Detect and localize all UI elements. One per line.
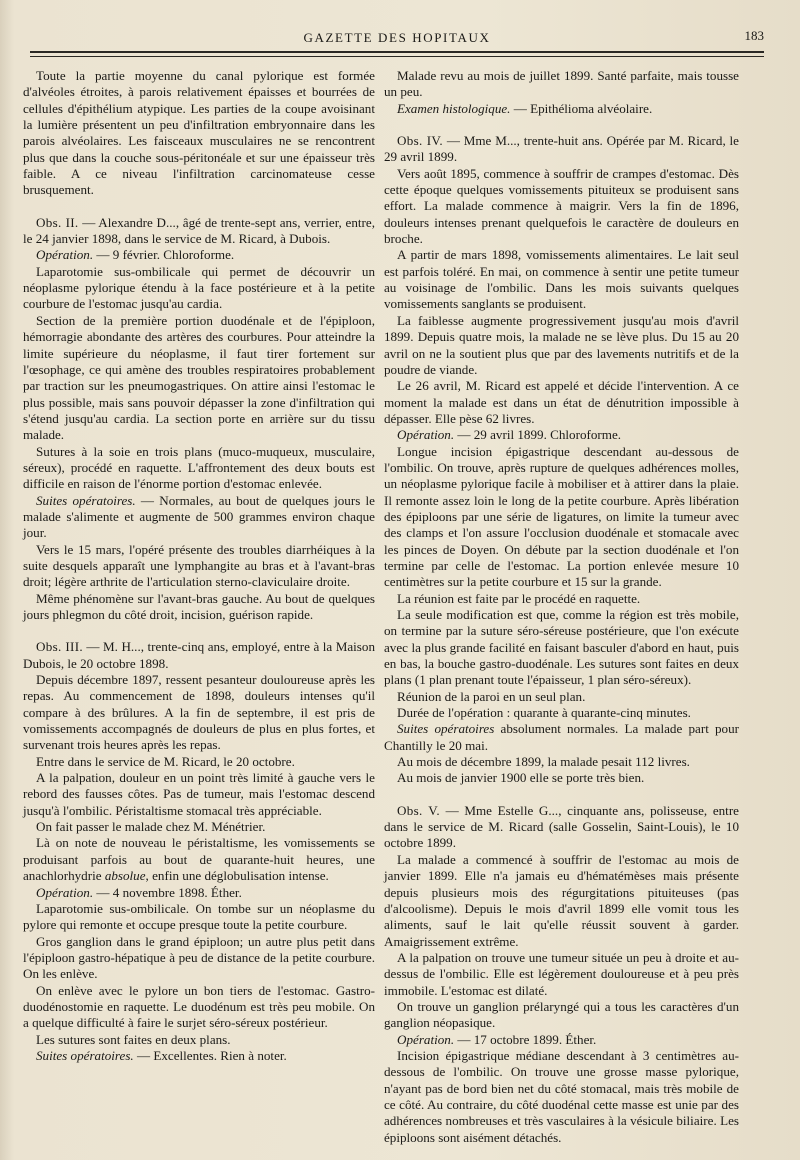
paragraph: La réunion est faite par le procédé en raquette. bbox=[397, 590, 641, 606]
suites-label: Suites opératoires. bbox=[36, 1047, 134, 1063]
observation-heading: Obs. II. bbox=[36, 214, 79, 230]
operation-label: Opération. bbox=[397, 427, 455, 443]
operation-line bbox=[23, 247, 375, 263]
paragraph: On enlève avec le pylore un bon tiers de l'estomac. Gastro-duodénostomie en raquette. Le duodénum est très peu mobile. On a quelque difficulté à faire le surjet séro-séreux postérieur. bbox=[23, 982, 375, 1031]
operation-text: — 4 novembre 1898. Éther. bbox=[93, 884, 242, 900]
suites-line bbox=[23, 493, 375, 542]
header-rule bbox=[30, 51, 764, 53]
paragraph: Les sutures sont faites en deux plans. bbox=[36, 1031, 231, 1047]
paragraph: On trouve un ganglion prélaryngé qui a tous les caractères d'un ganglion néopasique. bbox=[384, 998, 739, 1031]
paragraph: La malade a commencé à souffrir de l'estomac au mois de janvier 1899. Elle n'a jamais eu d'hématémèses mais présente depuis plusieurs mois des régurgitations pituiteuses (pas d'alcoolisme). Depuis le mois d'avril 1899 elle vomit tous les aliments, sauf le lait qu'elle réussit souvent à garder. Amaigrissement extrême. bbox=[384, 851, 739, 949]
paragraph: Gros ganglion dans le grand épiploon; un autre plus petit dans l'épiploon gastro-hépatique à peu de distance de la petite courbure. On les enlève. bbox=[23, 933, 375, 982]
operation-line bbox=[384, 427, 739, 443]
paragraph: Vers le 15 mars, l'opéré présente des troubles diarrhéiques à la suite desquels apparaît une lymphangite au bras et à l'avant-bras droit; légère arthrite de l'articulation sterno-claviculaire droite. bbox=[23, 541, 375, 590]
observation-4 bbox=[384, 133, 739, 166]
paragraph: Depuis décembre 1897, ressent pesanteur douloureuse après les repas. Au commencement de 1898, douleurs intenses qu'il compare à des brûlures. A la fin de septembre, il est pris de vomissements accompagnés de douleurs de plus en plus fortes, et survenant trois heures après les repas. bbox=[23, 672, 375, 753]
paragraph: Réunion de la paroi en un seul plan. bbox=[397, 688, 586, 704]
paragraph: Entre dans le service de M. Ricard, le 20 octobre. bbox=[36, 753, 295, 769]
right-column bbox=[384, 68, 739, 1146]
operation-label: Opération. bbox=[397, 1031, 455, 1047]
paragraph: Sutures à la soie en trois plans (muco-muqueux, musculaire, séreux), procédé en raquette. L'affrontement des deux bouts est difficile en raison de l'énorme portion d'estomac enlevée. bbox=[23, 443, 375, 492]
exam-line bbox=[384, 101, 739, 117]
text-run: , enfin une déglobulisation intense. bbox=[145, 868, 329, 884]
operation-label: Opération. bbox=[36, 247, 94, 263]
operation-text: — 17 octobre 1899. Éther. bbox=[454, 1031, 597, 1047]
running-title: GAZETTE DES HOPITAUX bbox=[303, 30, 491, 45]
observation-heading: Obs. V. bbox=[397, 802, 440, 818]
paragraph: A la palpation on trouve une tumeur située un peu à droite et au-dessus de l'ombilic. Elle est légèrement douloureuse et à peu près immobile. L'estomac est dilaté. bbox=[384, 949, 739, 998]
observation-heading: Obs. III. bbox=[36, 639, 83, 655]
paragraph: Longue incision épigastrique descendant au-dessous de l'ombilic. On trouve, après rupture de quelques adhérences molles, un néoplasme pylorique facile à mobiliser et à attirer dans la plaie. Il remonte assez loin le long de la petite courbure. Après libération des épiploons par une série de ligatures, on limite la tumeur avec des clamps et l'on assure l'occlusion duodénale et stomacale avec les pinces de Doyen. On débute par la section duodénale et l'on termine par celle de l'estomac. La portion enlevée mesure 10 centimètres sur la petite courbure et 15 sur la grande. bbox=[384, 443, 739, 590]
paragraph: Le 26 avril, M. Ricard est appelé et décide l'intervention. A ce moment la malade est dans un état de dénutrition impossible à dépasser. Elle pèse 62 livres. bbox=[384, 378, 739, 426]
page-header bbox=[30, 28, 764, 50]
page-number: 183 bbox=[744, 28, 764, 43]
operation-line bbox=[384, 1032, 739, 1048]
suites-line bbox=[23, 1048, 375, 1064]
operation-line bbox=[23, 885, 375, 901]
paragraph bbox=[23, 835, 375, 884]
paragraph: Section de la première portion duodénale et de l'épiploon, hémorragie abondante des artères des courbures. Pour atteindre la limite supérieure du néoplasme, il faut tirer fortement sur l'œsophage, ce qui amène des troubles respiratoires probablement par traction sur les pneumogastriques. On attire ainsi l'estomac le plus possible, mais sans pouvoir dépasser la zone d'infiltration qui s'étend jusqu'au cardia. La section porte en arrière sur du tissu malade. bbox=[23, 312, 375, 443]
paragraph: Laparotomie sus-ombilicale. On tombe sur un néoplasme du pylore qui remonte et occupe presque toute la petite courbure. bbox=[23, 900, 375, 933]
paragraph: Vers août 1895, commence à souffrir de crampes d'estomac. Dès cette époque quelques vomissements pituiteux se produisent sans effort. La malade commence à maigrir. Vers la fin de 1896, douleurs intenses prenant quelquefois le caractère de douleurs en broche. bbox=[384, 165, 739, 247]
operation-label: Opération. bbox=[36, 884, 94, 900]
exam-label: Examen histologique. bbox=[397, 100, 511, 116]
suites-line bbox=[384, 721, 739, 754]
paragraph: La seule modification est que, comme la région est très mobile, on termine par la suture séro-séreuse postérieure, que l'on exécute avec la plus grande facilité en faisant basculer d'abord en haut, puis en bas, la bouche gastro-duodénale. Les sutures sont faites en deux plans (1 plan prenant toute l'épaisseur, 1 plan séro-séreux). bbox=[384, 607, 739, 688]
paragraph: Incision épigastrique médiane descendant à 3 centimètres au-dessous de l'ombilic. On trouve une grosse masse pylorique, n'ayant pas de bord bien net du côté stomacal, mais très mobile de ce côté. Au contraire, du côté duodénal cette masse est unie par des adhérences nombreuses et très vasculaires à la vésicule biliaire. Les épiploons sont aisément détachés. bbox=[384, 1047, 739, 1145]
suites-text: — Excellentes. Rien à noter. bbox=[133, 1047, 287, 1063]
suites-label: Suites opératoires bbox=[397, 721, 495, 737]
observation-text: — M. H..., trente-cinq ans, employé, entre à la Maison Dubois, le 20 octobre 1898. bbox=[23, 639, 375, 671]
left-column bbox=[23, 68, 375, 1064]
observation-text: — Mme Estelle G..., cinquante ans, polisseuse, entre dans le service de M. Ricard (salle Gosselin, Saint-Louis), le 10 octobre 1899. bbox=[384, 802, 739, 851]
paragraph: Laparotomie sus-ombilicale qui permet de découvrir un néoplasme pylorique étendu à la face postérieure et à la petite courbure de l'estomac jusqu'au cardia. bbox=[23, 263, 375, 312]
paragraph: Malade revu au mois de juillet 1899. Santé parfaite, mais tousse un peu. bbox=[384, 68, 739, 100]
paragraph: La faiblesse augmente progressivement jusqu'au mois d'avril 1899. Depuis quatre mois, la malade ne se lève plus. Du 15 au 20 avril on ne la soutient plus que par des lavements nutritifs et de la poudre de viande. bbox=[384, 312, 739, 377]
observation-2 bbox=[23, 215, 375, 248]
paragraph: Au mois de décembre 1899, la malade pesait 112 livres. bbox=[397, 754, 690, 770]
observation-text: — Alexandre D..., âgé de trente-sept ans, verrier, entre, le 24 janvier 1898, dans le service de M. Ricard, à Dubois. bbox=[23, 214, 375, 247]
paragraph: Durée de l'opération : quarante à quarante-cinq minutes. bbox=[397, 705, 691, 721]
operation-text: — 29 avril 1899. Chloroforme. bbox=[454, 427, 622, 443]
text-run: Là on note de nouveau le péristaltisme, les vomissements se produisant parfois au bout de quarante-huit heures, une anachlorhydrie bbox=[23, 835, 375, 884]
observation-text: — Mme M..., trente-huit ans. Opérée par M. Ricard, le 29 avril 1899. bbox=[384, 133, 739, 165]
paragraph: A partir de mars 1898, vomissements alimentaires. Le lait seul est parfois toléré. En mai, on commence à sentir une petite tumeur au voisinage de l'ombilic. Dans les mois suivants quelques vomissements sanglants se produisent. bbox=[384, 247, 739, 312]
observation-5 bbox=[384, 803, 739, 852]
paragraph: Toute la partie moyenne du canal pylorique est formée d'alvéoles étroites, à parois relativement épaisses et bourrées de cellules d'épithélium atypique. Les parties de la coupe avoisinant la lumière présentent un peu d'infiltration embryonnaire dans les parois alvéolaires. Les faisceaux musculaires ne se rencontrent plus que dans la couche sous-péritonéale et sur une épaisseur très faible. A ce niveau l'infiltration carcinomateuse cesse brusquement. bbox=[23, 68, 375, 198]
header-rule-thin bbox=[30, 56, 764, 57]
observation-heading: Obs. IV. bbox=[397, 133, 443, 149]
paragraph: Même phénomène sur l'avant-bras gauche. Au bout de quelques jours phlegmon du côté droit, incision, guérison rapide. bbox=[23, 590, 375, 622]
observation-3 bbox=[23, 639, 375, 672]
operation-text: — 9 février. Chloroforme. bbox=[93, 247, 235, 263]
exam-text: — Epithélioma alvéolaire. bbox=[510, 100, 653, 116]
paragraph: On fait passer le malade chez M. Ménétrier. bbox=[36, 819, 266, 835]
suites-text: absolument normales. La malade part pour Chantilly le 20 mai. bbox=[384, 721, 740, 753]
emphasis: absolue bbox=[104, 868, 146, 884]
paragraph: Au mois de janvier 1900 elle se porte très bien. bbox=[397, 770, 645, 786]
suites-text: — Normales, au bout de quelques jours le malade s'alimente et augmente de 500 grammes environ chaque jour. bbox=[23, 492, 375, 541]
suites-label: Suites opératoires. bbox=[36, 492, 136, 508]
paragraph: A la palpation, douleur en un point très limité à gauche vers le rebord des fausses côtes. Pas de tumeur, mais l'estomac descend jusqu'à l'ombilic. Péristaltisme stomacal très appréciable. bbox=[23, 770, 375, 818]
